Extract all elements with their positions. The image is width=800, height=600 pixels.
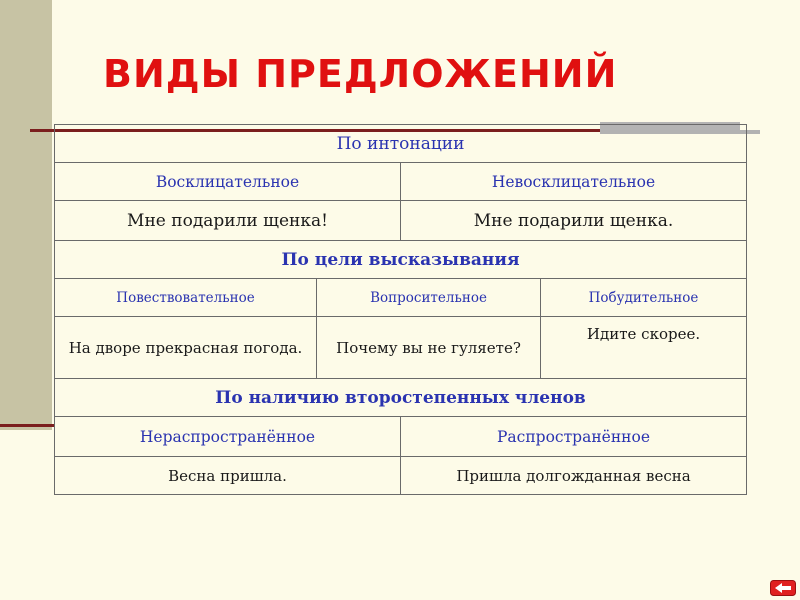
sidebar-decoration xyxy=(0,0,52,430)
cell-unextended: Нераспространённое xyxy=(55,417,401,457)
table-row xyxy=(55,201,747,241)
table-row xyxy=(55,317,747,379)
back-arrow-icon[interactable] xyxy=(770,580,796,596)
table-row xyxy=(55,417,747,457)
cell-non-exclamatory: Невосклицательное xyxy=(401,163,747,201)
cell-exclamatory: Восклицательное xyxy=(55,163,401,201)
cell-interrogative: Вопросительное xyxy=(317,279,541,317)
table-row xyxy=(55,457,747,495)
cell-example-extended: Пришла долгожданная весна xyxy=(401,457,747,495)
cell-example-non-exclamatory: Мне подарили щенка. xyxy=(401,201,747,241)
sentence-types-table xyxy=(54,124,747,495)
table-row xyxy=(55,125,747,163)
cell-example-exclamatory: Мне подарили щенка! xyxy=(55,201,401,241)
table-row xyxy=(55,279,747,317)
cell-example-interrogative: Почему вы не гуляете? xyxy=(317,317,541,379)
cell-declarative: Повествовательное xyxy=(55,279,317,317)
cell-imperative: Побудительное xyxy=(541,279,747,317)
divider-line-bottom xyxy=(0,424,54,427)
section-header-purpose: По цели высказывания xyxy=(55,241,747,279)
section-header-intonation: По интонации xyxy=(55,125,747,163)
table-row xyxy=(55,241,747,279)
cell-example-declarative: На дворе прекрасная погода. xyxy=(55,317,317,379)
table-row xyxy=(55,379,747,417)
slide-title: ВИДЫ ПРЕДЛОЖЕНИЙ xyxy=(103,52,618,96)
table-row xyxy=(55,163,747,201)
section-header-members: По наличию второстепенных членов xyxy=(55,379,747,417)
cell-example-imperative: Идите скорее. xyxy=(541,317,747,379)
cell-extended: Распространённое xyxy=(401,417,747,457)
cell-example-unextended: Весна пришла. xyxy=(55,457,401,495)
